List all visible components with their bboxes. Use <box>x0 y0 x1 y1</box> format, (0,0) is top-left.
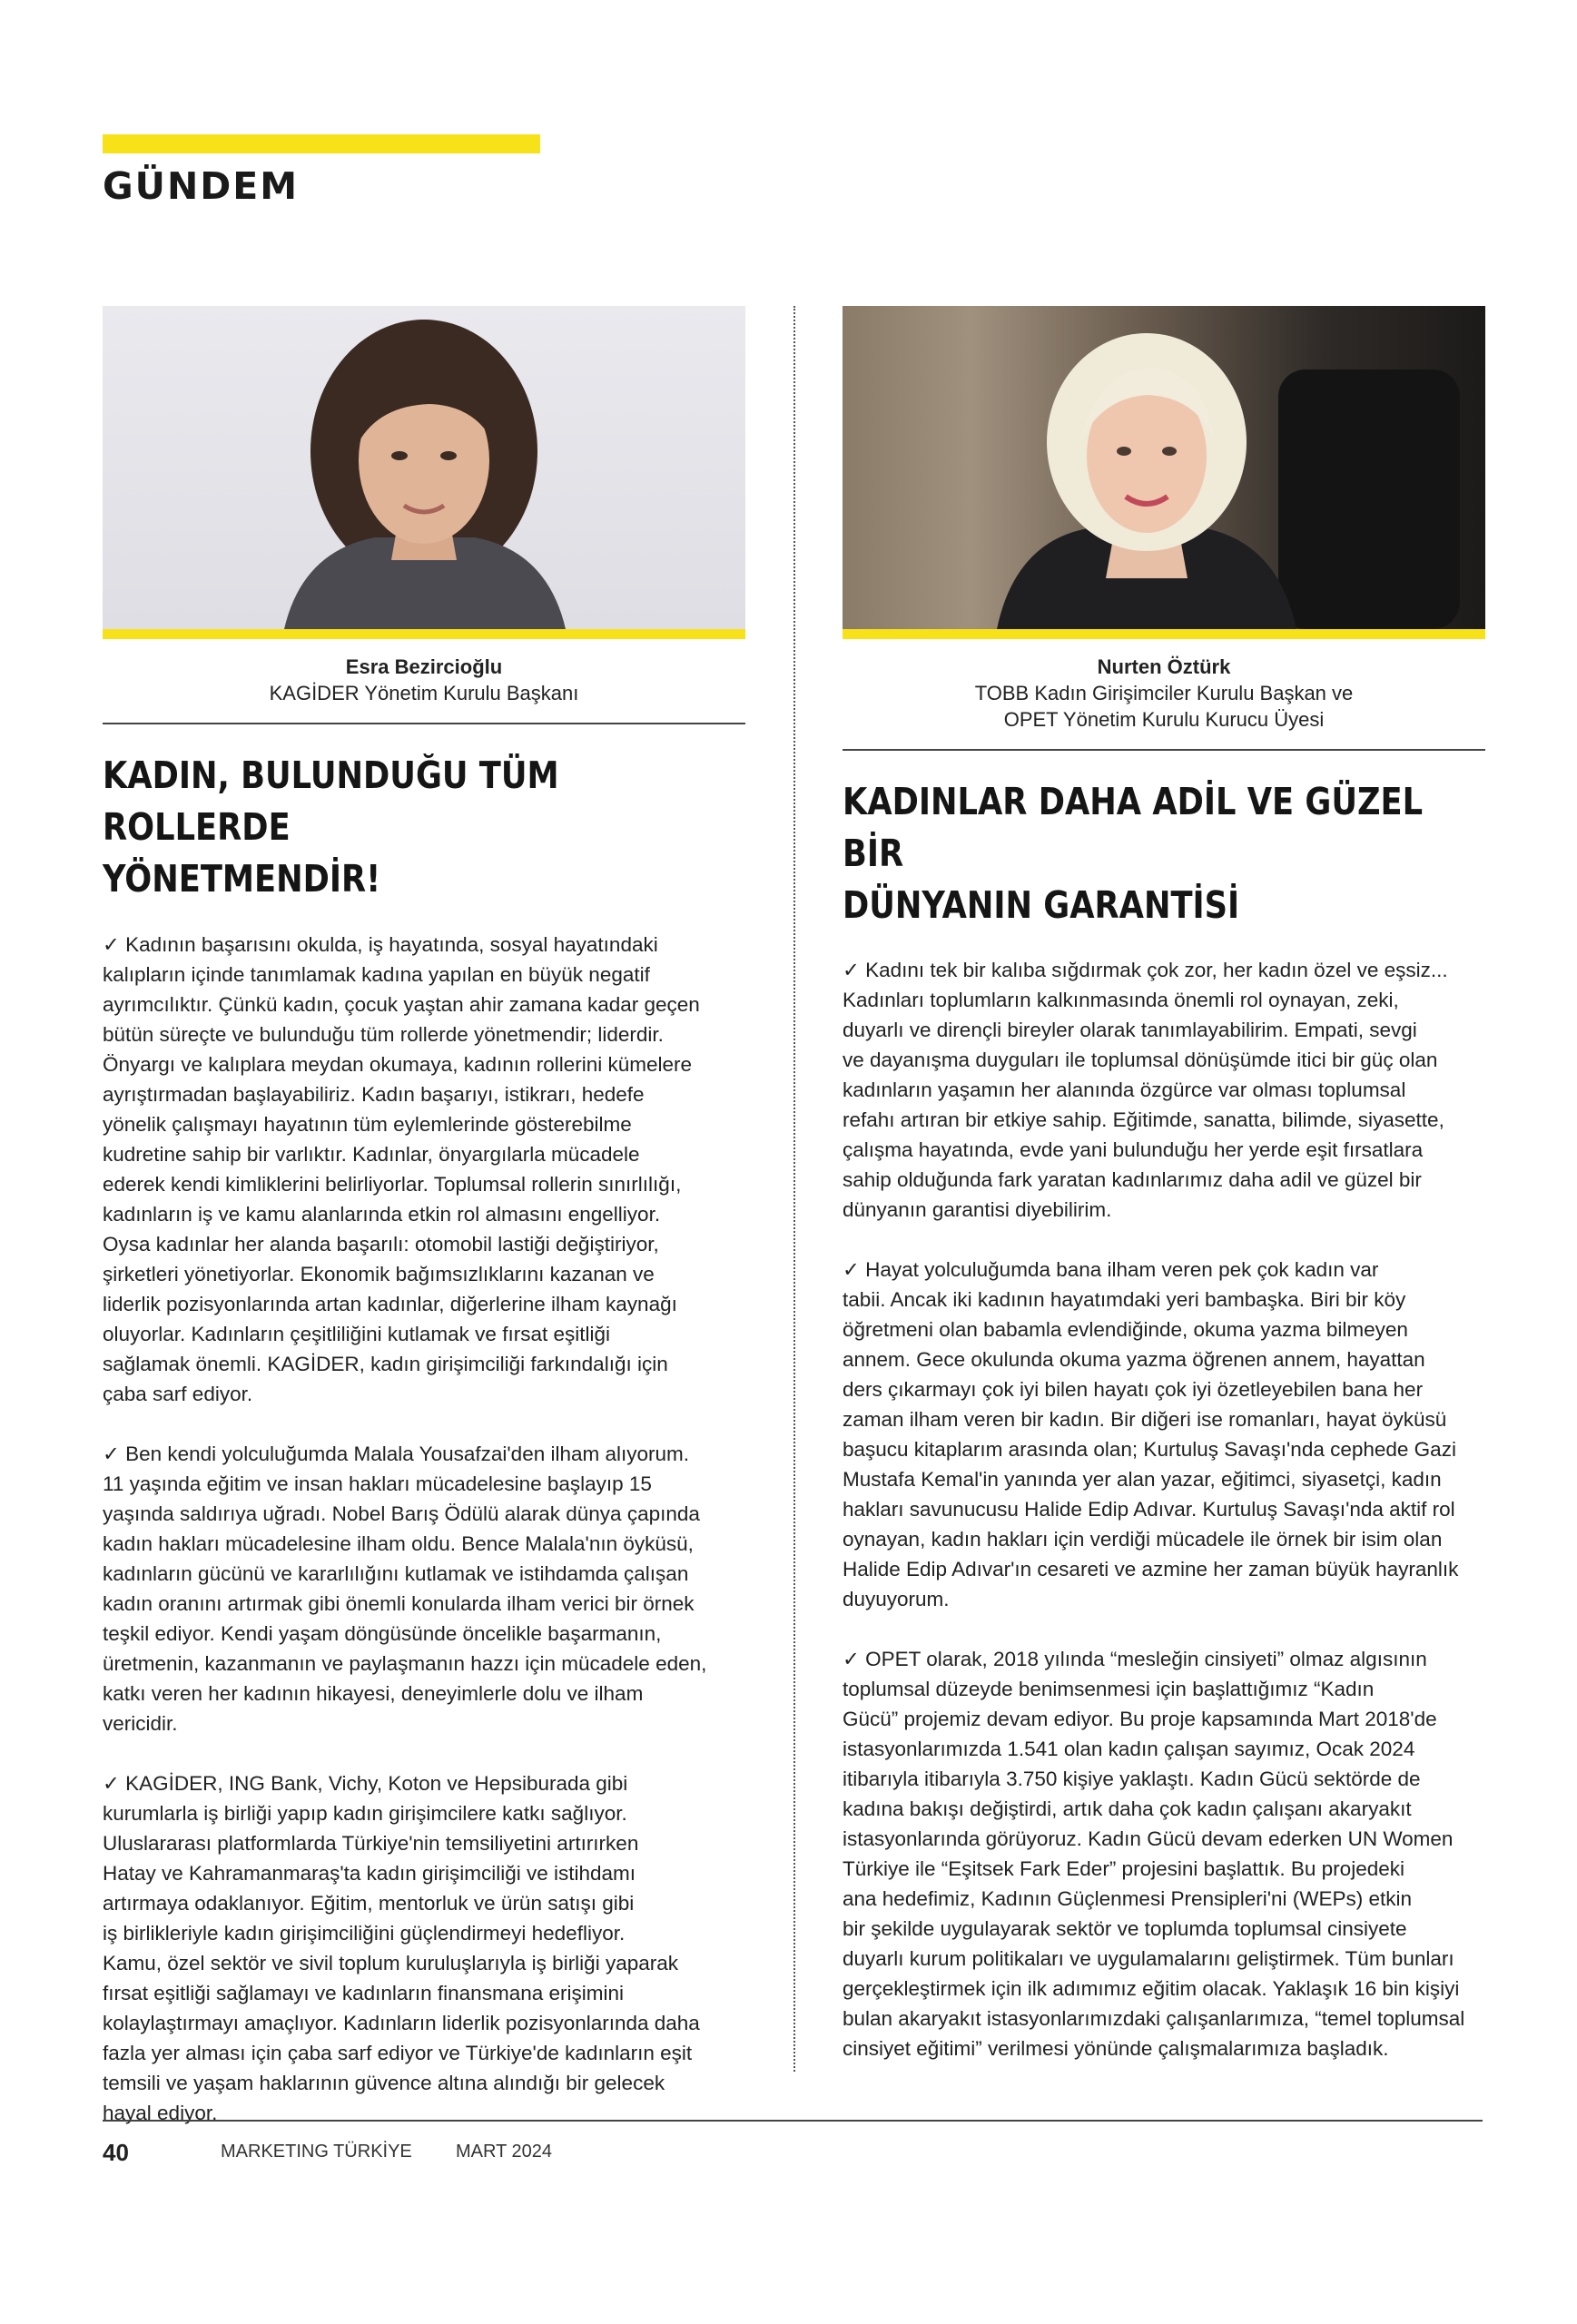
paragraph-gap <box>843 1614 1485 1644</box>
issue-date: MART 2024 <box>456 2142 552 2162</box>
text-line: iş birlikleriyle kadın girişimciliğini güçlendirmeyi hedefliyor. <box>103 1922 626 1945</box>
text-line: fırsat eşitliği sağlamayı ve kadınların finansmana erişimini <box>103 1982 624 2004</box>
text-line: duyarlı ve dirençli bireyler olarak tanımlayabilirim. Empati, sevgi <box>843 1019 1417 1041</box>
person-name: Esra Bezircioğlu <box>345 655 503 678</box>
article-headline <box>103 750 743 905</box>
text-line: artırmaya odaklanıyor. Eğitim, mentorluk ve ürün satışı gibi <box>103 1892 635 1915</box>
text-line: kadınların yaşamın her alanında özgürce var olması toplumsal <box>843 1078 1406 1101</box>
text-line: ve dayanışma duyguları ile toplumsal dönüşümde itici bir güç olan <box>843 1049 1438 1071</box>
text-line: kadın hakları mücadelesine ilham oldu. Bence Malala'nın öyküsü, <box>103 1532 694 1555</box>
text-line: üretmenin, kazanmanın ve paylaşmanın hazzı için mücadele eden, <box>103 1652 707 1675</box>
text-line: Uluslararası platformlarda Türkiye'nin temsiliyetini artırırken <box>103 1832 639 1855</box>
text-line: ✓ Kadının başarısını okulda, iş hayatında, sosyal hayatındaki <box>103 933 658 956</box>
text-line: kadına bakışı değiştirdi, artık daha çok kadın çalışanı akaryakıt <box>843 1797 1412 1820</box>
text-line: sağlamak önemli. KAGİDER, kadın girişimciliği farkındalığı için <box>103 1353 668 1375</box>
text-line: toplumsal düzeyde benimsenmesi için başlattığımız “Kadın <box>843 1678 1375 1700</box>
headline-line: DÜNYANIN GARANTİSİ <box>843 883 1240 927</box>
text-line: 11 yaşında eğitim ve insan hakları mücadelesine başlayıp 15 <box>103 1472 652 1495</box>
caption-rule <box>103 723 745 724</box>
article-body <box>843 955 1485 2063</box>
text-line: ✓ OPET olarak, 2018 yılında “mesleğin cinsiyeti” olmaz algısının <box>843 1648 1427 1670</box>
portrait-photo-esra <box>103 306 745 629</box>
text-line: istasyonlarında görüyoruz. Kadın Gücü devam ederken UN Women <box>843 1827 1454 1850</box>
text-line: Hatay ve Kahramanmaraş'ta kadın girişimciliği ve istihdamı <box>103 1862 636 1885</box>
text-line: refahı artıran bir etkiye sahip. Eğitimde, sanatta, bilimde, siyasette, <box>843 1108 1444 1131</box>
text-line: oluyorlar. Kadınların çeşitliliğini kutlamak ve fırsat eşitliği <box>103 1323 610 1345</box>
article-body <box>103 930 745 2128</box>
text-line: kurumlarla iş birliği yapıp kadın girişimcilere katkı sağlıyor. <box>103 1802 627 1825</box>
person-title: OPET Yönetim Kurulu Kurucu Üyesi <box>1003 708 1325 731</box>
text-line: bütün süreçte ve bulunduğu tüm rollerde yönetmendir; liderdir. <box>103 1023 664 1046</box>
photo-accent-bar <box>103 629 745 639</box>
text-line: Oysa kadınlar her alanda başarılı: otomobil lastiği değiştiriyor, <box>103 1233 659 1256</box>
text-line: başucu kitaplarım arasında olan; Kurtuluş Savaşı'nda cephede Gazi <box>843 1438 1456 1461</box>
text-line: duyuyorum. <box>843 1588 950 1610</box>
text-line: ✓ Ben kendi yolculuğumda Malala Yousafzai'den ilham alıyorum. <box>103 1443 690 1465</box>
text-line: Kamu, özel sektör ve sivil toplum kuruluşlarıyla iş birliği yaparak <box>103 1952 678 1974</box>
right-column <box>843 306 1485 2063</box>
portrait-photo-nurten <box>843 306 1485 629</box>
person-title: KAGİDER Yönetim Kurulu Başkanı <box>269 682 579 704</box>
text-line: ✓ Kadını tek bir kalıba sığdırmak çok zor, her kadın özel ve eşsiz... <box>843 959 1448 981</box>
text-line: çaba sarf ediyor. <box>103 1383 253 1405</box>
paragraph <box>843 1644 1485 2063</box>
text-line: tabii. Ancak iki kadının hayatımdaki yeri bambaşka. Biri bir köy <box>843 1288 1406 1311</box>
text-line: bir şekilde uygulayarak sektör ve toplumda toplumsal cinsiyete <box>843 1917 1407 1940</box>
portrait-illustration <box>103 306 745 629</box>
paragraph <box>843 1255 1485 1614</box>
paragraph-gap <box>843 1225 1485 1255</box>
paragraph <box>843 955 1485 1225</box>
magazine-name: MARKETING TÜRKİYE <box>221 2142 412 2162</box>
text-line: oynayan, kadın hakları için verdiği mücadele ile örnek bir isim olan <box>843 1528 1443 1551</box>
text-line: ayrıştırmadan başlayabiliriz. Kadın başarıyı, istikrarı, hedefe <box>103 1083 645 1106</box>
text-line: öğretmeni olan babamla evlendiğinde, okuma yazma bilmeyen <box>843 1318 1408 1341</box>
paragraph <box>103 1768 745 2128</box>
text-line: sahip olduğunda fark yaratan kadınlarımız daha adil ve güzel bir <box>843 1168 1422 1191</box>
text-line: Mustafa Kemal'in yanında yer alan yazar, eğitimci, siyasetçi, kadın <box>843 1468 1442 1491</box>
text-line: kolaylaştırmayı amaçlıyor. Kadınların liderlik pozisyonlarında daha <box>103 2012 700 2034</box>
photo-accent-bar <box>843 629 1485 639</box>
section-accent-bar <box>103 134 540 153</box>
caption-rule <box>843 749 1485 751</box>
text-line: ders çıkarmayı çok iyi bilen hayatı çok iyi özetleyebilen bana her <box>843 1378 1424 1401</box>
text-line: kudretine sahip bir varlıktır. Kadınlar, önyargılarla mücadele <box>103 1143 640 1166</box>
text-line: kadınların gücünü ve kararlılığını kutlamak ve istihdamda çalışan <box>103 1562 689 1585</box>
footer-rule <box>103 2120 1483 2122</box>
text-line: gerçekleştirmek için ilk adımımız eğitim olacak. Yaklaşık 16 bin kişiyi <box>843 1977 1460 2000</box>
portrait-illustration <box>843 306 1485 629</box>
headline-line: KADINLAR DAHA ADİL VE GÜZEL BİR <box>843 780 1424 875</box>
text-line: teşkil ediyor. Kendi yaşam döngüsünde öncelikle başarmanın, <box>103 1622 662 1645</box>
text-line: kadın oranını artırmak gibi önemli konularda ilham verici bir örnek <box>103 1592 695 1615</box>
text-line: istasyonlarımızda 1.541 olan kadın çalışan sayımız, Ocak 2024 <box>843 1738 1415 1760</box>
headline-line: KADIN, BULUNDUĞU TÜM ROLLERDE <box>103 753 559 849</box>
text-line: hayal ediyor. <box>103 2102 218 2124</box>
paragraph <box>103 930 745 1409</box>
text-line: Önyargı ve kalıplara meydan okumaya, kadının rollerini kümelere <box>103 1053 693 1076</box>
text-line: vericidir. <box>103 1712 178 1735</box>
person-title: TOBB Kadın Girişimciler Kurulu Başkan ve <box>974 682 1354 704</box>
paragraph-gap <box>103 1409 745 1439</box>
section-title: GÜNDEM <box>103 164 300 208</box>
text-line: kadınların iş ve kamu alanlarında etkin rol almasını engelliyor. <box>103 1203 661 1226</box>
column-divider <box>793 306 795 2072</box>
text-line: çalışma hayatında, evde yani bulunduğu her yerde eşit fırsatlara <box>843 1138 1424 1161</box>
text-line: dünyanın garantisi diyebilirim. <box>843 1198 1112 1221</box>
text-line: zaman ilham veren bir kadın. Bir diğeri ise romanları, hayat öyküsü <box>843 1408 1447 1431</box>
text-line: Gücü” projemiz devam ediyor. Bu proje kapsamında Mart 2018'de <box>843 1708 1437 1730</box>
text-line: hakları savunucusu Halide Edip Adıvar. Kurtuluş Savaşı'nda aktif rol <box>843 1498 1455 1521</box>
person-name: Nurten Öztürk <box>1097 655 1231 678</box>
paragraph <box>103 1439 745 1738</box>
text-line: ana hedefimiz, Kadının Güçlenmesi Prensipleri'ni (WEPs) etkin <box>843 1887 1413 1910</box>
text-line: katkı veren her kadının hikayesi, deneyimlerle dolu ve ilham <box>103 1682 644 1705</box>
page-number: 40 <box>103 2139 129 2166</box>
text-line: cinsiyet eğitimi” verilmesi yönünde çalışmalarımıza başladık. <box>843 2037 1389 2060</box>
text-line: ederek kendi kimliklerini belirliyorlar. Toplumsal rollerin sınırlılığı, <box>103 1173 682 1196</box>
text-line: bulan akaryakıt istasyonlarımızdaki çalışanlarımıza, “temel toplumsal <box>843 2007 1465 2030</box>
headline-line: YÖNETMENDİR! <box>103 857 381 901</box>
text-line: Kadınları toplumların kalkınmasında önemli rol oynayan, zeki, <box>843 989 1399 1011</box>
text-line: kalıpların içinde tanımlamak kadına yapılan en büyük negatif <box>103 963 650 986</box>
text-line: ✓ KAGİDER, ING Bank, Vichy, Koton ve Hepsiburada gibi <box>103 1772 628 1795</box>
text-line: Türkiye ile “Eşitsek Fark Eder” projesini başlattık. Bu projedeki <box>843 1857 1405 1880</box>
left-column <box>103 306 745 2128</box>
text-line: Halide Edip Adıvar'ın cesareti ve azmine her zaman büyük hayranlık <box>843 1558 1459 1581</box>
text-line: şirketleri yönetiyorlar. Ekonomik bağımsızlıklarını kazanan ve <box>103 1263 655 1285</box>
text-line: fazla yer alması için çaba sarf ediyor ve Türkiye'de kadınların eşit <box>103 2042 693 2064</box>
text-line: yaşında saldırıya uğradı. Nobel Barış Ödülü alarak dünya çapında <box>103 1502 700 1525</box>
text-line: yönelik çalışmayı hayatının tüm eylemlerinde gösterebilme <box>103 1113 632 1136</box>
text-line: ayrımcılıktır. Çünkü kadın, çocuk yaştan ahir zamana kadar geçen <box>103 993 700 1016</box>
person-caption <box>843 654 1485 733</box>
paragraph-gap <box>103 1738 745 1768</box>
text-line: annem. Gece okulunda okuma yazma öğrenen annem, hayattan <box>843 1348 1425 1371</box>
text-line: temsili ve yaşam haklarının güvence altına alındığı bir gelecek <box>103 2072 665 2094</box>
text-line: ✓ Hayat yolculuğumda bana ilham veren pek çok kadın var <box>843 1258 1379 1281</box>
text-line: itibarıyla itibarıyla 3.750 kişiye yaklaştı. Kadın Gücü sektörde de <box>843 1768 1421 1790</box>
text-line: duyarlı kurum politikaları ve uygulamalarını geliştirmek. Tüm bunları <box>843 1947 1454 1970</box>
article-headline <box>843 776 1483 931</box>
text-line: liderlik pozisyonlarında artan kadınlar, diğerlerine ilham kaynağı <box>103 1293 677 1315</box>
person-caption <box>103 654 745 706</box>
